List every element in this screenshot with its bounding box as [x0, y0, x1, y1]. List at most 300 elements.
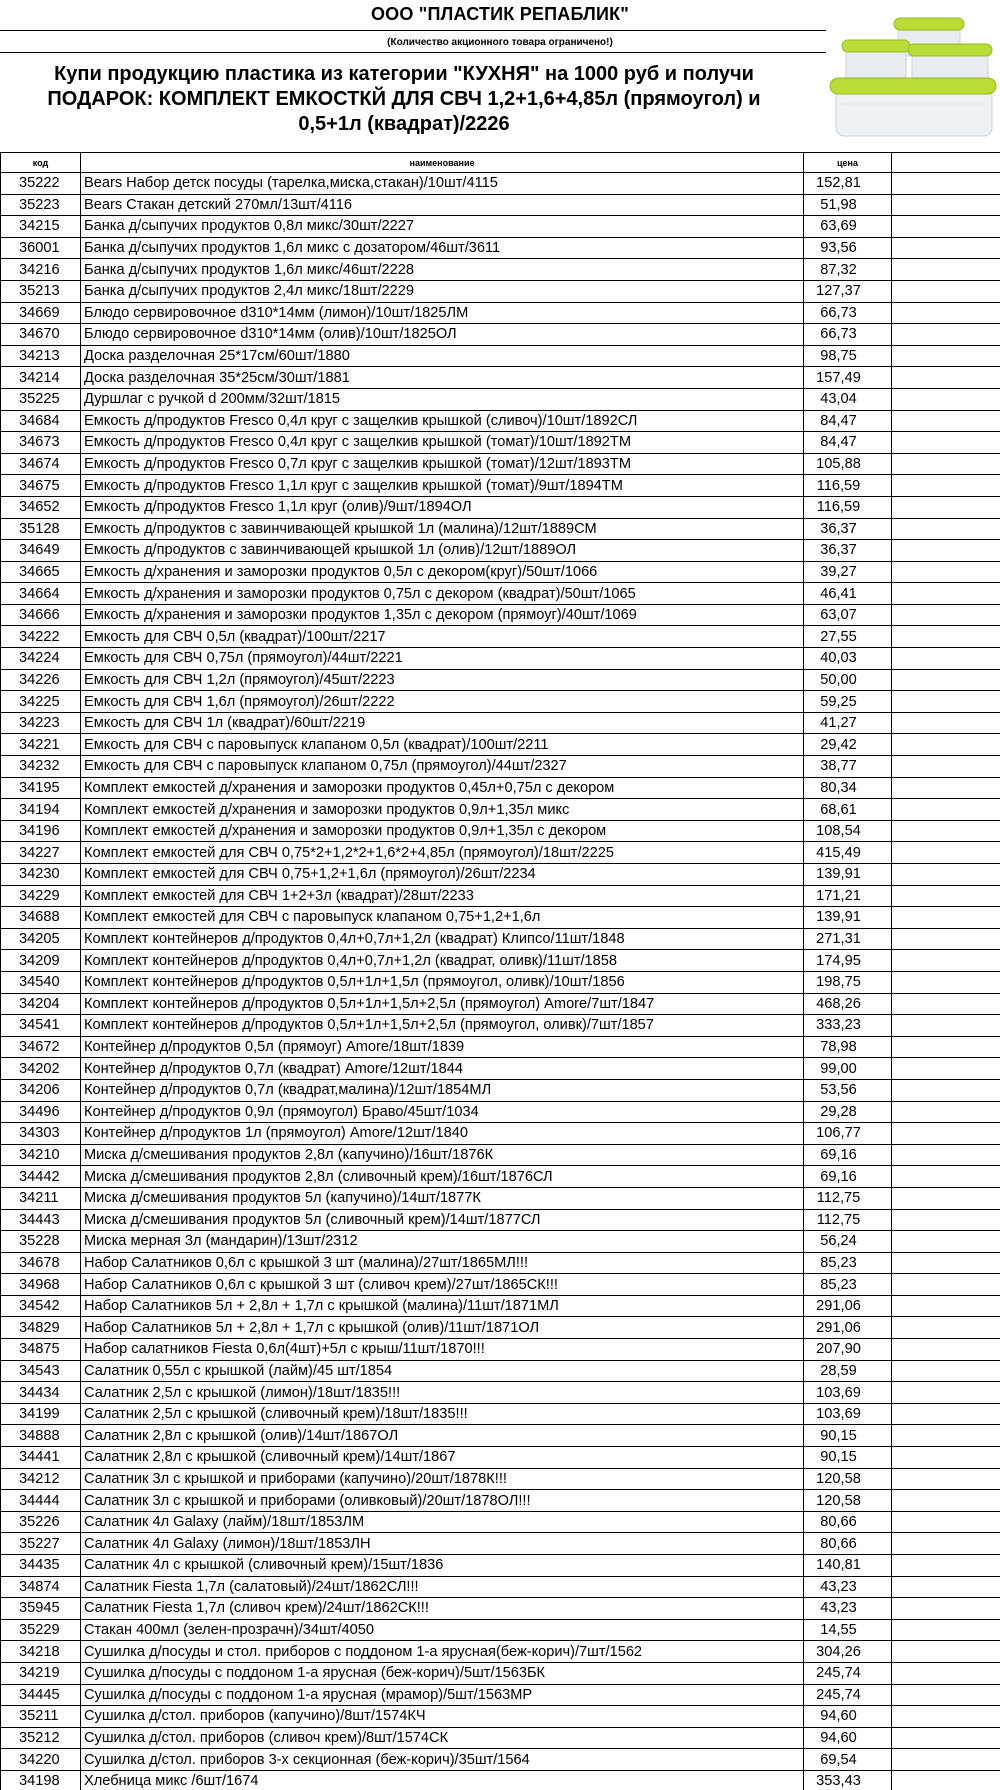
- cell-price: 468,26: [804, 993, 892, 1015]
- table-row: [1, 173, 1000, 195]
- header-divider: [0, 30, 826, 31]
- table-row: [1, 410, 1000, 432]
- cell-code: 34232: [1, 756, 81, 778]
- table-row: [1, 691, 1000, 713]
- cell-name: Набор салатников Fiesta 0,6л(4шт)+5л с крыш/11шт/1870!!!: [81, 1339, 804, 1361]
- cell-price: 93,56: [804, 237, 892, 259]
- cell-extra: [892, 1490, 1000, 1512]
- cell-price: 43,23: [804, 1576, 892, 1598]
- table-row: [1, 907, 1000, 929]
- cell-code: 34442: [1, 1166, 81, 1188]
- column-header-price: цена: [804, 153, 892, 173]
- cell-name: Емкость д/хранения и заморозки продуктов 0,75л с декором (квадрат)/50шт/1065: [81, 583, 804, 605]
- cell-price: 271,31: [804, 928, 892, 950]
- cell-code: 34434: [1, 1382, 81, 1404]
- cell-name: Емкость для СВЧ с паровыпуск клапаном 0,5л (квадрат)/100шт/2211: [81, 734, 804, 756]
- cell-name: Стакан 400мл (зелен-прозрачн)/34шт/4050: [81, 1619, 804, 1641]
- header: [0, 0, 1000, 150]
- cell-name: Миска д/смешивания продуктов 2,8л (сливочный крем)/16шт/1876СЛ: [81, 1166, 804, 1188]
- table-row: [1, 1749, 1000, 1771]
- cell-price: 80,34: [804, 777, 892, 799]
- column-header-name: наименование: [81, 153, 804, 173]
- table-row: [1, 604, 1000, 626]
- table-row: [1, 496, 1000, 518]
- cell-price: 43,23: [804, 1598, 892, 1620]
- cell-price: 112,75: [804, 1187, 892, 1209]
- table-row: [1, 799, 1000, 821]
- cell-code: 34226: [1, 669, 81, 691]
- table-row: [1, 1187, 1000, 1209]
- cell-extra: [892, 1619, 1000, 1641]
- cell-name: Доска разделочная 25*17см/60шт/1880: [81, 345, 804, 367]
- cell-extra: [892, 1360, 1000, 1382]
- cell-code: 34829: [1, 1317, 81, 1339]
- cell-price: 69,54: [804, 1749, 892, 1771]
- cell-name: Салатник 0,55л с крышкой (лайм)/45 шт/1854: [81, 1360, 804, 1382]
- cell-extra: [892, 1447, 1000, 1469]
- limited-stock-note: (Количество акционного товара ограничено!): [387, 37, 613, 48]
- cell-extra: [892, 1317, 1000, 1339]
- cell-code: 34675: [1, 475, 81, 497]
- cell-code: 34435: [1, 1555, 81, 1577]
- cell-price: 127,37: [804, 280, 892, 302]
- cell-price: 98,75: [804, 345, 892, 367]
- cell-code: 34223: [1, 712, 81, 734]
- cell-extra: [892, 540, 1000, 562]
- table-row: [1, 432, 1000, 454]
- cell-code: 35226: [1, 1511, 81, 1533]
- table-row: [1, 324, 1000, 346]
- cell-code: 34221: [1, 734, 81, 756]
- cell-code: 34205: [1, 928, 81, 950]
- cell-name: Контейнер д/продуктов 0,9л (прямоугол) Браво/45шт/1034: [81, 1101, 804, 1123]
- cell-extra: [892, 1749, 1000, 1771]
- table-row: [1, 1015, 1000, 1037]
- price-list-table: [0, 152, 1000, 1790]
- table-row: [1, 777, 1000, 799]
- cell-price: 139,91: [804, 907, 892, 929]
- cell-extra: [892, 410, 1000, 432]
- promo-line: 0,5+1л (квадрат)/2226: [298, 113, 510, 135]
- cell-price: 207,90: [804, 1339, 892, 1361]
- cell-name: Комплект емкостей для СВЧ 0,75+1,2+1,6л (прямоугол)/26шт/2234: [81, 864, 804, 886]
- cell-extra: [892, 1166, 1000, 1188]
- cell-extra: [892, 1684, 1000, 1706]
- table-row: [1, 648, 1000, 670]
- cell-name: Комплект контейнеров д/продуктов 0,5л+1л+1,5л+2,5л (прямоугол, оливк)/7шт/1857: [81, 1015, 804, 1037]
- cell-price: 51,98: [804, 194, 892, 216]
- table-row: [1, 626, 1000, 648]
- cell-code: 34968: [1, 1274, 81, 1296]
- cell-extra: [892, 1598, 1000, 1620]
- cell-code: 34216: [1, 259, 81, 281]
- cell-code: 34218: [1, 1641, 81, 1663]
- cell-price: 29,42: [804, 734, 892, 756]
- cell-price: 50,00: [804, 669, 892, 691]
- cell-price: 29,28: [804, 1101, 892, 1123]
- cell-extra: [892, 1187, 1000, 1209]
- cell-name: Комплект емкостей для СВЧ 0,75*2+1,2*2+1,6*2+4,85л (прямоугол)/18шт/2225: [81, 842, 804, 864]
- price-list-table-container: [0, 152, 1000, 1790]
- cell-code: 34215: [1, 216, 81, 238]
- cell-price: 39,27: [804, 561, 892, 583]
- cell-extra: [892, 712, 1000, 734]
- cell-price: 68,61: [804, 799, 892, 821]
- cell-extra: [892, 1727, 1000, 1749]
- cell-price: 139,91: [804, 864, 892, 886]
- cell-price: 103,69: [804, 1382, 892, 1404]
- cell-code: 34303: [1, 1123, 81, 1145]
- cell-code: 34211: [1, 1187, 81, 1209]
- cell-name: Емкость д/продуктов Fresco 0,7л круг с защелкив крышкой (томат)/12шт/1893ТМ: [81, 453, 804, 475]
- cell-price: 304,26: [804, 1641, 892, 1663]
- cell-name: Комплект емкостей д/хранения и заморозки продуктов 0,9л+1,35л микс: [81, 799, 804, 821]
- cell-extra: [892, 734, 1000, 756]
- table-row: [1, 885, 1000, 907]
- table-row: [1, 712, 1000, 734]
- cell-extra: [892, 345, 1000, 367]
- cell-code: 35223: [1, 194, 81, 216]
- cell-code: 35222: [1, 173, 81, 195]
- cell-price: 157,49: [804, 367, 892, 389]
- table-row: [1, 756, 1000, 778]
- cell-extra: [892, 1123, 1000, 1145]
- cell-code: 34220: [1, 1749, 81, 1771]
- cell-price: 116,59: [804, 475, 892, 497]
- cell-price: 291,06: [804, 1295, 892, 1317]
- table-row: [1, 1209, 1000, 1231]
- cell-name: Сушилка д/посуды и стол. приборов с поддоном 1-а ярусная(беж-корич)/7шт/1562: [81, 1641, 804, 1663]
- cell-code: 34194: [1, 799, 81, 821]
- cell-code: 34542: [1, 1295, 81, 1317]
- cell-name: Комплект емкостей для СВЧ с паровыпуск клапаном 0,75+1,2+1,6л: [81, 907, 804, 929]
- table-row: [1, 734, 1000, 756]
- cell-name: Банка д/сыпучих продуктов 1,6л микс с дозатором/46шт/3611: [81, 237, 804, 259]
- cell-price: 116,59: [804, 496, 892, 518]
- cell-name: Bears Набор детск посуды (тарелка,миска,стакан)/10шт/4115: [81, 173, 804, 195]
- cell-name: Миска д/смешивания продуктов 2,8л (капучино)/16шт/1876К: [81, 1144, 804, 1166]
- cell-code: 34199: [1, 1403, 81, 1425]
- table-row: [1, 1079, 1000, 1101]
- cell-name: Салатник 2,5л с крышкой (сливочный крем)/18шт/1835!!!: [81, 1403, 804, 1425]
- cell-code: 35213: [1, 280, 81, 302]
- cell-price: 171,21: [804, 885, 892, 907]
- cell-price: 63,07: [804, 604, 892, 626]
- cell-name: Сушилка д/посуды с поддоном 1-а ярусная (мрамор)/5шт/1563МР: [81, 1684, 804, 1706]
- cell-code: 34541: [1, 1015, 81, 1037]
- cell-price: 84,47: [804, 410, 892, 432]
- cell-code: 34441: [1, 1447, 81, 1469]
- cell-price: 245,74: [804, 1684, 892, 1706]
- cell-code: 34225: [1, 691, 81, 713]
- table-header-row: [1, 153, 1000, 173]
- cell-extra: [892, 1533, 1000, 1555]
- cell-code: 34212: [1, 1468, 81, 1490]
- cell-price: 90,15: [804, 1447, 892, 1469]
- table-row: [1, 971, 1000, 993]
- cell-extra: [892, 950, 1000, 972]
- cell-name: Набор Салатников 0,6л с крышкой 3 шт (малина)/27шт/1865МЛ!!!: [81, 1252, 804, 1274]
- cell-price: 85,23: [804, 1252, 892, 1274]
- cell-price: 40,03: [804, 648, 892, 670]
- cell-code: 34210: [1, 1144, 81, 1166]
- cell-name: Комплект контейнеров д/продуктов 0,4л+0,7л+1,2л (квадрат) Клипсо/11шт/1848: [81, 928, 804, 950]
- cell-extra: [892, 1576, 1000, 1598]
- table-row: [1, 1036, 1000, 1058]
- cell-name: Салатник 4л Galaxy (лайм)/18шт/1853ЛМ: [81, 1511, 804, 1533]
- cell-code: 35227: [1, 1533, 81, 1555]
- cell-extra: [892, 518, 1000, 540]
- cell-price: 94,60: [804, 1727, 892, 1749]
- table-row: [1, 1706, 1000, 1728]
- cell-name: Салатник 3л с крышкой и приборами (оливковый)/20шт/1878ОЛ!!!: [81, 1490, 804, 1512]
- cell-price: 43,04: [804, 388, 892, 410]
- cell-code: 34649: [1, 540, 81, 562]
- table-row: [1, 842, 1000, 864]
- cell-price: 90,15: [804, 1425, 892, 1447]
- cell-name: Набор Салатников 5л + 2,8л + 1,7л с крышкой (олив)/11шт/1871ОЛ: [81, 1317, 804, 1339]
- cell-name: Набор Салатников 5л + 2,8л + 1,7л с крышкой (малина)/11шт/1871МЛ: [81, 1295, 804, 1317]
- cell-extra: [892, 1382, 1000, 1404]
- cell-extra: [892, 1339, 1000, 1361]
- cell-extra: [892, 1425, 1000, 1447]
- cell-price: 87,32: [804, 259, 892, 281]
- table-row: [1, 1295, 1000, 1317]
- cell-price: 66,73: [804, 302, 892, 324]
- cell-extra: [892, 626, 1000, 648]
- cell-code: 34224: [1, 648, 81, 670]
- cell-extra: [892, 669, 1000, 691]
- cell-extra: [892, 496, 1000, 518]
- table-row: [1, 1490, 1000, 1512]
- cell-code: 34674: [1, 453, 81, 475]
- cell-price: 56,24: [804, 1231, 892, 1253]
- cell-code: 34875: [1, 1339, 81, 1361]
- cell-code: 34230: [1, 864, 81, 886]
- cell-price: 103,69: [804, 1403, 892, 1425]
- cell-code: 34688: [1, 907, 81, 929]
- cell-name: Блюдо сервировочное d310*14мм (олив)/10шт/1825ОЛ: [81, 324, 804, 346]
- cell-code: 35212: [1, 1727, 81, 1749]
- cell-name: Сушилка д/посуды с поддоном 1-а ярусная (беж-корич)/5шт/1563БК: [81, 1662, 804, 1684]
- cell-name: Емкость для СВЧ 1,2л (прямоугол)/45шт/2223: [81, 669, 804, 691]
- cell-code: 34227: [1, 842, 81, 864]
- cell-extra: [892, 1641, 1000, 1663]
- cell-extra: [892, 388, 1000, 410]
- table-row: [1, 1123, 1000, 1145]
- cell-name: Салатник 3л с крышкой и приборами (капучино)/20шт/1878К!!!: [81, 1468, 804, 1490]
- cell-code: 34652: [1, 496, 81, 518]
- cell-name: Комплект контейнеров д/продуктов 0,5л+1л+1,5л+2,5л (прямоугол) Amore/7шт/1847: [81, 993, 804, 1015]
- cell-extra: [892, 475, 1000, 497]
- cell-extra: [892, 194, 1000, 216]
- table-row: [1, 475, 1000, 497]
- table-row: [1, 1468, 1000, 1490]
- cell-price: 28,59: [804, 1360, 892, 1382]
- cell-name: Емкость для СВЧ 1л (квадрат)/60шт/2219: [81, 712, 804, 734]
- table-row: [1, 1555, 1000, 1577]
- table-row: [1, 1447, 1000, 1469]
- table-row: [1, 216, 1000, 238]
- table-row: [1, 1425, 1000, 1447]
- table-row: [1, 237, 1000, 259]
- table-row: [1, 993, 1000, 1015]
- cell-name: Комплект контейнеров д/продуктов 0,4л+0,7л+1,2л (квадрат, оливк)/11шт/1858: [81, 950, 804, 972]
- cell-price: 53,56: [804, 1079, 892, 1101]
- cell-extra: [892, 367, 1000, 389]
- cell-name: Емкость для СВЧ 0,75л (прямоугол)/44шт/2221: [81, 648, 804, 670]
- table-row: [1, 1403, 1000, 1425]
- cell-extra: [892, 1706, 1000, 1728]
- table-row: [1, 194, 1000, 216]
- cell-code: 35211: [1, 1706, 81, 1728]
- table-row: [1, 453, 1000, 475]
- cell-code: 34209: [1, 950, 81, 972]
- cell-price: 36,37: [804, 540, 892, 562]
- cell-extra: [892, 864, 1000, 886]
- table-row: [1, 540, 1000, 562]
- table-row: [1, 1166, 1000, 1188]
- cell-price: 120,58: [804, 1468, 892, 1490]
- table-row: [1, 1662, 1000, 1684]
- cell-price: 63,69: [804, 216, 892, 238]
- cell-code: 34684: [1, 410, 81, 432]
- cell-price: 27,55: [804, 626, 892, 648]
- cell-extra: [892, 799, 1000, 821]
- cell-price: 245,74: [804, 1662, 892, 1684]
- cell-extra: [892, 1274, 1000, 1296]
- cell-code: 34202: [1, 1058, 81, 1080]
- cell-extra: [892, 1144, 1000, 1166]
- cell-code: 34670: [1, 324, 81, 346]
- cell-extra: [892, 216, 1000, 238]
- promo-line: ПОДАРОК: КОМПЛЕКТ ЕМКОСТКЙ ДЛЯ СВЧ 1,2+1,6+4,85л (прямоугол) и: [47, 88, 761, 110]
- cell-price: 14,55: [804, 1619, 892, 1641]
- cell-name: Емкость для СВЧ 1,6л (прямоугол)/26шт/2222: [81, 691, 804, 713]
- cell-name: Комплект контейнеров д/продуктов 0,5л+1л+1,5л (прямоугол, оливк)/10шт/1856: [81, 971, 804, 993]
- table-row: [1, 583, 1000, 605]
- cell-extra: [892, 1555, 1000, 1577]
- table-row: [1, 1252, 1000, 1274]
- cell-price: 108,54: [804, 820, 892, 842]
- cell-extra: [892, 1209, 1000, 1231]
- cell-name: Салатник Fiesta 1,7л (сливоч крем)/24шт/1862СК!!!: [81, 1598, 804, 1620]
- cell-code: 34206: [1, 1079, 81, 1101]
- table-row: [1, 1770, 1000, 1790]
- table-row: [1, 1576, 1000, 1598]
- cell-code: 34444: [1, 1490, 81, 1512]
- cell-code: 35128: [1, 518, 81, 540]
- table-row: [1, 950, 1000, 972]
- cell-extra: [892, 604, 1000, 626]
- cell-name: Салатник Fiesta 1,7л (салатовый)/24шт/1862СЛ!!!: [81, 1576, 804, 1598]
- cell-price: 415,49: [804, 842, 892, 864]
- table-row: [1, 280, 1000, 302]
- cell-price: 84,47: [804, 432, 892, 454]
- cell-extra: [892, 302, 1000, 324]
- cell-name: Салатник 4л Galaxy (лимон)/18шт/1853ЛН: [81, 1533, 804, 1555]
- cell-name: Салатник 2,8л с крышкой (сливочный крем)/14шт/1867: [81, 1447, 804, 1469]
- cell-name: Емкость д/продуктов Fresco 1,1л круг (олив)/9шт/1894ОЛ: [81, 496, 804, 518]
- cell-name: Емкость для СВЧ с паровыпуск клапаном 0,75л (прямоугол)/44шт/2327: [81, 756, 804, 778]
- table-row: [1, 388, 1000, 410]
- cell-name: Доска разделочная 35*25см/30шт/1881: [81, 367, 804, 389]
- cell-price: 174,95: [804, 950, 892, 972]
- cell-extra: [892, 842, 1000, 864]
- cell-name: Сушилка д/стол. приборов 3-х секционная (беж-корич)/35шт/1564: [81, 1749, 804, 1771]
- cell-extra: [892, 280, 1000, 302]
- cell-name: Дуршлаг с ручкой d 200мм/32шт/1815: [81, 388, 804, 410]
- cell-price: 140,81: [804, 1555, 892, 1577]
- table-row: [1, 928, 1000, 950]
- promo-line: Купи продукцию пластика из категории "КУХНЯ" на 1000 руб и получи: [54, 63, 754, 85]
- cell-extra: [892, 173, 1000, 195]
- cell-code: 35225: [1, 388, 81, 410]
- cell-name: Емкость д/продуктов с завинчивающей крышкой 1л (олив)/12шт/1889ОЛ: [81, 540, 804, 562]
- cell-price: 38,77: [804, 756, 892, 778]
- table-row: [1, 669, 1000, 691]
- cell-price: 99,00: [804, 1058, 892, 1080]
- cell-extra: [892, 1036, 1000, 1058]
- cell-code: 35228: [1, 1231, 81, 1253]
- cell-price: 120,58: [804, 1490, 892, 1512]
- cell-code: 35229: [1, 1619, 81, 1641]
- cell-price: 69,16: [804, 1166, 892, 1188]
- cell-name: Емкость д/продуктов с завинчивающей крышкой 1л (малина)/12шт/1889СМ: [81, 518, 804, 540]
- cell-code: 34196: [1, 820, 81, 842]
- cell-code: 34540: [1, 971, 81, 993]
- cell-code: 34445: [1, 1684, 81, 1706]
- table-row: [1, 1101, 1000, 1123]
- cell-name: Bears Стакан детский 270мл/13шт/4116: [81, 194, 804, 216]
- cell-code: 34214: [1, 367, 81, 389]
- cell-code: 34213: [1, 345, 81, 367]
- food-containers-image: [828, 4, 998, 144]
- table-row: [1, 345, 1000, 367]
- cell-name: Контейнер д/продуктов 1л (прямоугол) Amore/12шт/1840: [81, 1123, 804, 1145]
- table-row: [1, 1339, 1000, 1361]
- cell-extra: [892, 885, 1000, 907]
- cell-price: 78,98: [804, 1036, 892, 1058]
- table-row: [1, 1533, 1000, 1555]
- header-divider: [0, 52, 826, 53]
- cell-name: Емкость д/хранения и заморозки продуктов 0,5л с декором(круг)/50шт/1066: [81, 561, 804, 583]
- cell-name: Миска мерная 3л (мандарин)/13шт/2312: [81, 1231, 804, 1253]
- cell-code: 34443: [1, 1209, 81, 1231]
- table-row: [1, 561, 1000, 583]
- cell-extra: [892, 583, 1000, 605]
- cell-name: Комплект емкостей д/хранения и заморозки продуктов 0,9л+1,35л с декором: [81, 820, 804, 842]
- company-title: ООО "ПЛАСТИК РЕПАБЛИК": [370, 4, 630, 24]
- cell-name: Контейнер д/продуктов 0,5л (прямоуг) Amore/18шт/1839: [81, 1036, 804, 1058]
- table-row: [1, 1317, 1000, 1339]
- cell-name: Миска д/смешивания продуктов 5л (сливочный крем)/14шт/1877СЛ: [81, 1209, 804, 1231]
- promo-text: [4, 62, 804, 137]
- cell-name: Емкость д/продуктов Fresco 0,4л круг с защелкив крышкой (сливоч)/10шт/1892СЛ: [81, 410, 804, 432]
- cell-name: Контейнер д/продуктов 0,7л (квадрат) Amore/12шт/1844: [81, 1058, 804, 1080]
- cell-extra: [892, 1403, 1000, 1425]
- table-row: [1, 1144, 1000, 1166]
- cell-extra: [892, 993, 1000, 1015]
- cell-extra: [892, 1295, 1000, 1317]
- cell-price: 41,27: [804, 712, 892, 734]
- cell-price: 36,37: [804, 518, 892, 540]
- table-row: [1, 1619, 1000, 1641]
- cell-price: 291,06: [804, 1317, 892, 1339]
- cell-code: 34678: [1, 1252, 81, 1274]
- cell-code: 34673: [1, 432, 81, 454]
- table-row: [1, 259, 1000, 281]
